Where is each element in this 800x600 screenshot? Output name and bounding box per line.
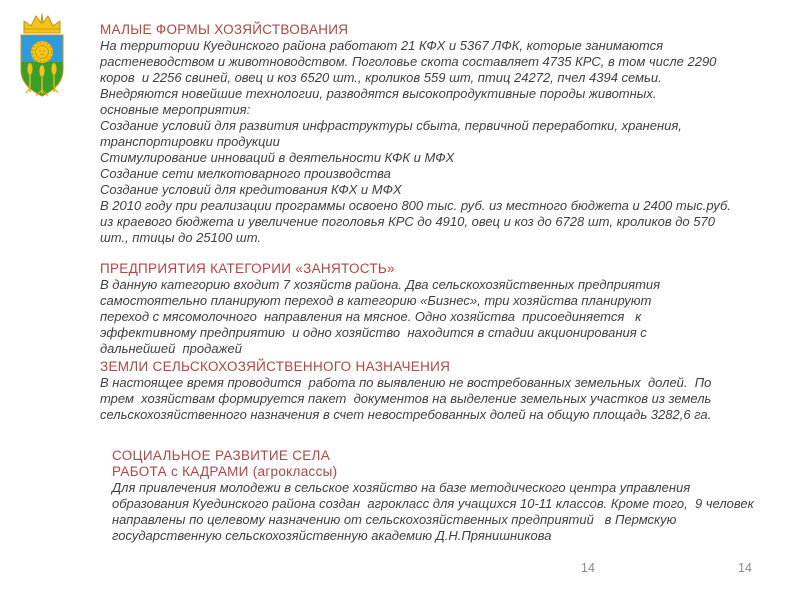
- text-line: направлены по целевому назначению от сельскохозяйственных предприятий в Пермскую: [112, 512, 677, 527]
- text-line: переход с мясомолочного направления на мясное. Одно хозяйства присоединяется к: [100, 309, 642, 324]
- text-line: транспортировки продукции: [100, 134, 280, 149]
- text-line: МАЛЫЕ ФОРМЫ ХОЗЯЙСТВОВАНИЯ: [100, 22, 349, 37]
- text-line: ЗЕМЛИ СЕЛЬСКОХОЗЯЙСТВЕННОГО НАЗНАЧЕНИЯ: [100, 359, 451, 374]
- section-headings: [100, 261, 660, 277]
- text-line: В настоящее время проводится работа по выявлению не востребованных земельных долей. По: [100, 375, 712, 390]
- coat-of-arms-icon: [16, 12, 68, 98]
- text-line: РАБОТА с КАДРАМИ (агроклассы): [112, 464, 338, 479]
- text-line: Создание условий для кредитования КФХ и МФХ: [100, 182, 402, 197]
- text-line: шт., птицы до 25100 шт.: [100, 230, 262, 245]
- text-line: ПРЕДПРИЯТИЯ КАТЕГОРИИ «ЗАНЯТОСТЬ»: [100, 261, 395, 276]
- text-line: Создание условий для развития инфраструктуры сбыта, первичной переработки, хранения,: [100, 118, 682, 133]
- page-number-right: 14: [738, 561, 752, 575]
- text-line: Стимулирование инноваций в деятельности КФК и МФХ: [100, 150, 455, 165]
- section-employment-category: [100, 261, 660, 357]
- section-body: [100, 38, 731, 246]
- text-line: самостоятельно планируют переход в категорию «Бизнес», три хозяйства планируют: [100, 293, 652, 308]
- section-body: [100, 277, 660, 357]
- section-headings: [112, 448, 754, 480]
- section-agricultural-lands: [100, 359, 711, 423]
- text-line: В 2010 году при реализации программы освоено 800 тыс. руб. из местного бюджета и 2400 тыс.руб.: [100, 198, 731, 213]
- text-line: эффективному предприятию и одно хозяйство находится в стадии акционирования с: [100, 325, 647, 340]
- text-line: основные мероприятия:: [100, 102, 251, 117]
- section-headings: [100, 22, 731, 38]
- text-line: сельскохозяйственного назначения в счет невостребованных долей на общую площадь 3282,6 га.: [100, 407, 712, 422]
- text-line: государственную сельскохозяйственную академию Д.Н.Прянишникова: [112, 528, 552, 543]
- text-line: образования Куединского района создан агрокласс для учащихся 10-11 классов. Кроме того, 9 человек: [112, 496, 754, 511]
- section-small-farms: [100, 22, 731, 246]
- text-line: дальнейшей продажей: [100, 341, 242, 356]
- text-line: Для привлечения молодежи в сельское хозяйство на базе методического центра управления: [112, 480, 691, 495]
- text-line: Создание сети мелкотоварного производства: [100, 166, 391, 181]
- text-line: трем хозяйствам формируется пакет документов на выделение земельных участков из земель: [100, 391, 712, 406]
- section-body: [112, 480, 754, 544]
- text-line: коров и 2256 свиней, овец и коз 6520 шт., кроликов 559 шт, птиц 24272, пчел 4394 семьи.: [100, 70, 662, 85]
- page-number-left: 14: [581, 561, 595, 575]
- text-line: из краевого бюджета и увеличение поголовья КРС до 4910, овец и коз до 6728 шт, кроликов до 570: [100, 214, 715, 229]
- section-body: [100, 375, 711, 423]
- section-headings: [100, 359, 711, 375]
- text-line: растеневодством и животноводством. Поголовье скота составляет 4735 КРС, в том числе 2290: [100, 54, 717, 69]
- text-line: Внедряются новейшие технологии, разводятся высокопродуктивные породы животных.: [100, 86, 657, 101]
- text-line: На территории Куединского района работают 21 КФХ и 5367 ЛФК, которые занимаются: [100, 38, 664, 53]
- text-line: В данную категорию входит 7 хозяйств района. Два сельскохозяйственных предприятия: [100, 277, 661, 292]
- text-line: СОЦИАЛЬНОЕ РАЗВИТИЕ СЕЛА: [112, 448, 331, 463]
- section-social-development: [112, 448, 754, 544]
